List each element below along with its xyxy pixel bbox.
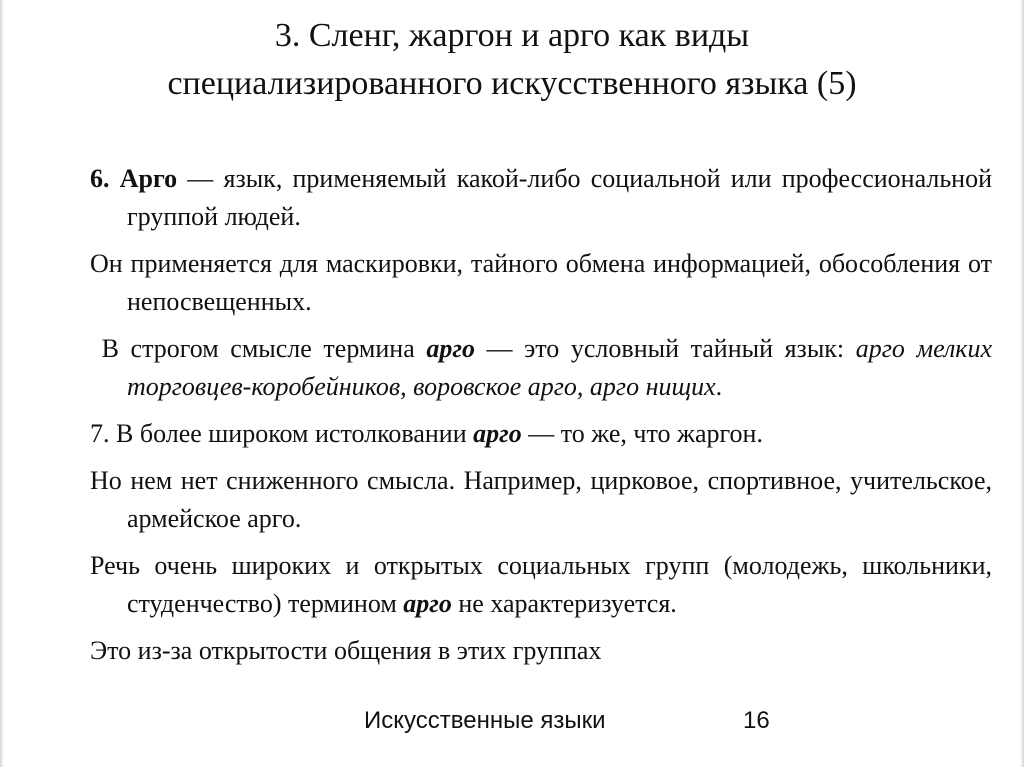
paragraph-number: 6. [90,164,110,193]
slide-left-edge [0,0,4,767]
paragraph-strict-sense [90,330,992,406]
paragraph-open-groups [90,547,992,623]
slide-title-line-2: специализированного искусственного языка (5) [167,65,857,102]
paragraph-argo-purpose [90,245,992,321]
strict-sense-end: . [715,372,723,401]
argo-examples: арго мелких торговцев-коробейников, воровское арго, арго нищих [127,334,993,401]
broad-sense-text-1: 7. В более широком истолковании [90,419,474,448]
term-argo: арго [403,589,452,618]
broad-sense-text-2: — то же, что жаргон. [521,419,763,448]
purpose-text: Он применяется для маскировки, тайного обмена информацией, обособления от непосвещенных. [90,249,992,316]
term-argo: арго [473,419,522,448]
paragraph-argo-definition [90,160,992,236]
term-argo: Арго [119,164,178,193]
slide-body [90,160,992,674]
paragraph-no-reduced-meaning [90,462,992,538]
page-number: 16 [743,707,770,734]
slide-right-edge [1020,0,1024,767]
definition-text: — язык, применяемый какой-либо социальной или профессиональной группой людей. [127,164,992,231]
no-reduced-meaning-text: Но нем нет сниженного смысла. Например, цирковое, спортивное, учительское, армейское арго. [90,466,992,533]
footer-label: Искусственные языки [364,707,606,734]
openness-text: Это из-за открытости общения в этих группах [90,636,602,665]
slide-footer [0,705,1024,745]
paragraph-openness [90,632,992,670]
strict-sense-text-2: — это условный тайный язык: [474,334,856,363]
open-groups-text-1: Речь очень широких и открытых социальных групп (молодежь, школьники, студенчество) термином [90,551,992,618]
open-groups-text-2: не характеризуется. [451,589,677,618]
paragraph-broad-sense [90,415,992,453]
strict-sense-text-1: В строгом смысле термина [101,334,427,363]
slide-title-line-1: 3. Сленг, жаргон и арго как виды [274,17,750,54]
term-argo: арго [426,334,475,363]
slide-title [60,12,964,108]
